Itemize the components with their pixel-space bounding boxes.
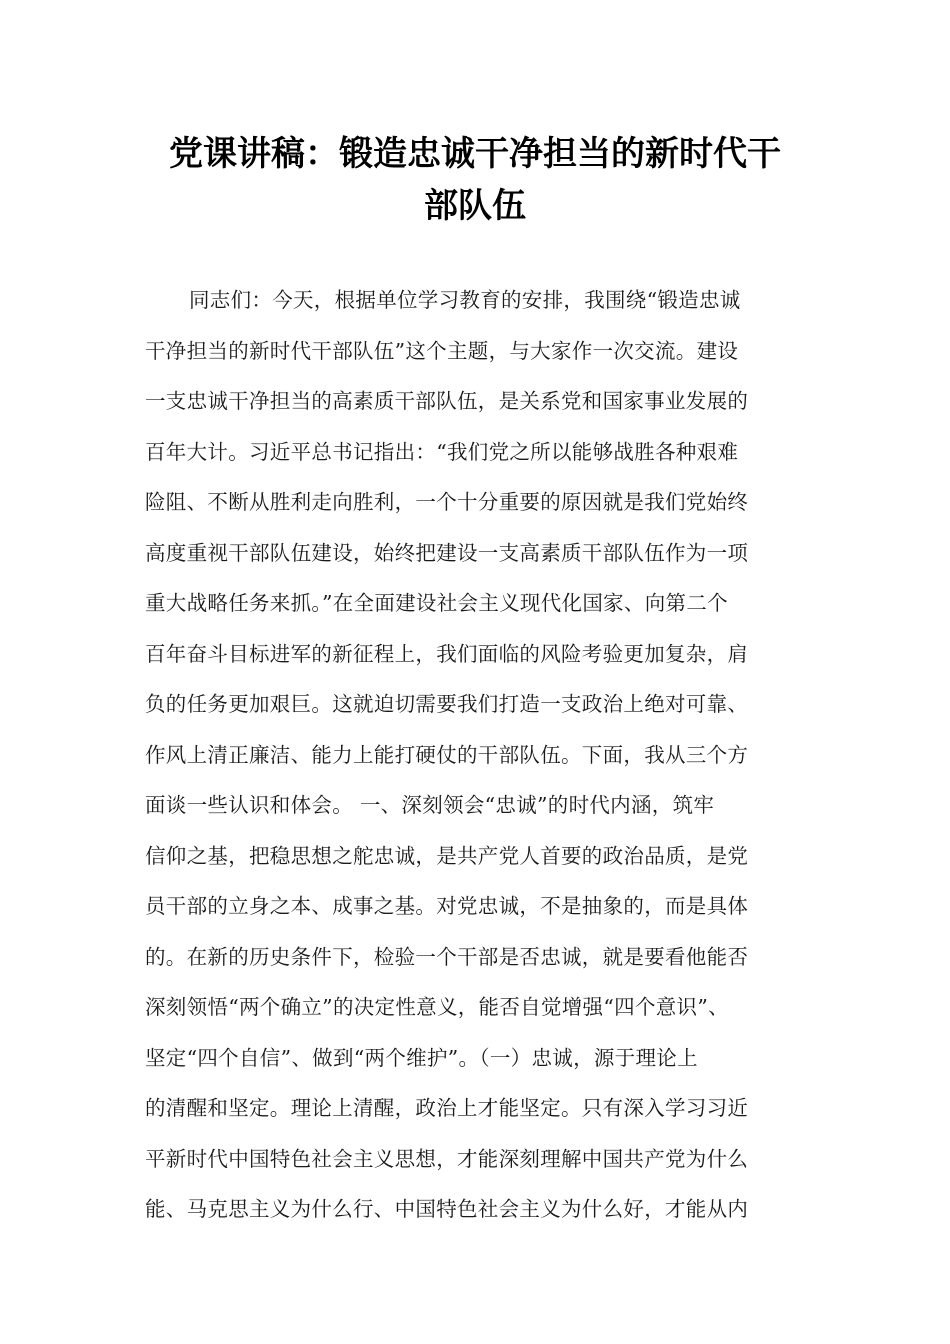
body-line: 百年大计。习近平总书记指出：“我们党之所以能够战胜各种艰难 (145, 439, 739, 464)
body-line: 坚定“四个自信”、做到“两个维护”。（一）忠诚，源于理论上 (145, 1045, 698, 1070)
body-line: 员干部的立身之本、成事之基。对党忠诚，不是抽象的，而是具体 (145, 894, 749, 918)
title-line-1: 党课讲稿：锻造忠诚干净担当的新时代干 (169, 134, 781, 174)
body-line: 深刻领悟“两个确立”的决定性意义，能否自觉增强“四个意识”、 (145, 995, 729, 1019)
body-line: 能、马克思主义为什么行、中国特色社会主义为什么好，才能从内 (145, 1197, 749, 1221)
body-text (145, 286, 825, 1246)
body-line: 信仰之基，把稳思想之舵忠诚，是共产党人首要的政治品质，是党 (145, 843, 749, 868)
body-line: 干净担当的新时代干部队伍”这个主题，与大家作一次交流。建设 (145, 338, 739, 363)
body-line: 重大战略任务来抓。”在全面建设社会主义现代化国家、向第二个 (145, 591, 728, 615)
document-title (145, 128, 805, 232)
body-line: 的清醒和坚定。理论上清醒，政治上才能坚定。只有深入学习习近 (145, 1096, 749, 1120)
body-line: 高度重视干部队伍建设，始终把建设一支高素质干部队伍作为一项 (145, 540, 749, 565)
body-line: 险阻、不断从胜利走向胜利，一个十分重要的原因就是我们党始终 (145, 490, 749, 514)
body-line: 作风上清正廉洁、能力上能打硬仗的干部队伍。下面，我从三个方 (145, 742, 749, 767)
body-line: 一支忠诚干净担当的高素质干部队伍，是关系党和国家事业发展的 (145, 389, 749, 413)
body-line: 面谈一些认识和体会。 一、深刻领会“忠诚”的时代内涵，筑牢 (145, 793, 715, 817)
body-line: 百年奋斗目标进军的新征程上，我们面临的风险考验更加复杂，肩 (145, 641, 749, 666)
body-line: 负的任务更加艰巨。这就迫切需要我们打造一支政治上绝对可靠、 (145, 692, 749, 716)
body-line: 同志们：今天，根据单位学习教育的安排，我围绕“锻造忠诚 (189, 288, 741, 312)
body-line: 的。在新的历史条件下，检验一个干部是否忠诚，就是要看他能否 (145, 944, 749, 969)
title-line-2: 部队伍 (424, 186, 526, 226)
body-line: 平新时代中国特色社会主义思想，才能深刻理解中国共产党为什么 (145, 1146, 749, 1171)
